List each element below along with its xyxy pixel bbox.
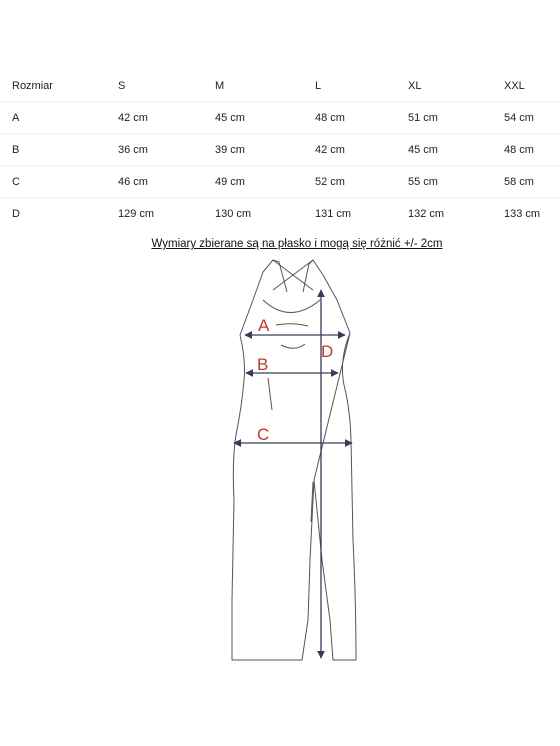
row-label: C — [0, 166, 118, 198]
table-cell: 48 cm — [315, 102, 408, 134]
label-b: B — [257, 355, 269, 374]
table-cell: 132 cm — [408, 207, 445, 220]
label-c: C — [257, 425, 270, 444]
table-cell: 48 cm — [504, 134, 560, 166]
header-cell-s: S — [118, 70, 215, 102]
table-cell: 54 cm — [504, 102, 560, 134]
table-cell: 52 cm — [315, 166, 408, 198]
header-cell-xl: XL — [408, 70, 504, 102]
row-label: D — [12, 207, 20, 220]
measurement-note: Wymiary zbierane są na płasko i mogą się różnić +/- 2cm — [151, 238, 443, 250]
table-cell: 39 cm — [215, 134, 315, 166]
header-cell-rozmiar: Rozmiar — [0, 70, 118, 102]
dress-outline — [232, 260, 356, 660]
side-seam — [268, 378, 272, 410]
table-cell: 55 cm — [408, 166, 504, 198]
measurement-arrows — [234, 290, 352, 658]
table-cell: 46 cm — [118, 166, 215, 198]
dress-silhouette — [232, 333, 356, 660]
right-strap — [303, 260, 350, 333]
table-cell: 49 cm — [215, 166, 315, 198]
table-cell: 131 cm — [315, 207, 352, 220]
table-cell: 42 cm — [118, 102, 215, 134]
label-d: D — [321, 342, 334, 361]
row-label: A — [0, 102, 118, 134]
table-cell: 130 cm — [215, 207, 252, 220]
header-cell-xxl: XXL — [504, 70, 560, 102]
header-cell-m: M — [215, 70, 315, 102]
table-cell: 45 cm — [408, 134, 504, 166]
neckline — [263, 300, 320, 313]
header-cell-l: L — [315, 70, 408, 102]
label-a: A — [258, 316, 270, 335]
drape-fold — [281, 344, 305, 348]
table-cell: 42 cm — [315, 134, 408, 166]
drape-fold — [276, 324, 308, 326]
table-cell: 36 cm — [118, 134, 215, 166]
table-cell: 58 cm — [504, 166, 560, 198]
table-cell: 129 cm — [118, 207, 155, 220]
table-cell: 45 cm — [215, 102, 315, 134]
table-cell: 51 cm — [408, 102, 504, 134]
table-cell: 133 cm — [504, 207, 541, 220]
row-label: B — [0, 134, 118, 166]
